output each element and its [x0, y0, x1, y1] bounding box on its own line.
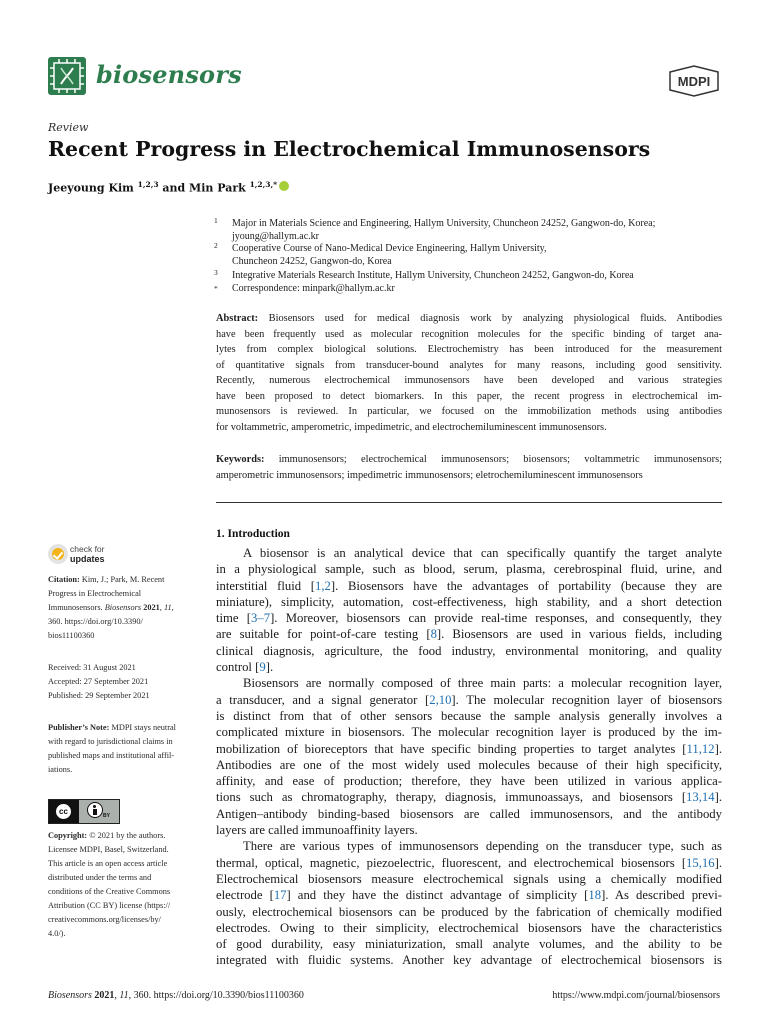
- copyright-license-link[interactable]: creativecommons.org/licenses/by/: [48, 915, 161, 924]
- check-updates-line: updates: [70, 553, 105, 564]
- citation-label: Citation:: [48, 575, 80, 584]
- body-line: thermal, optical, magnetic, piezoelectric, fluorescent, and electrochemical biosensors [15,16].: [216, 855, 722, 870]
- abstract-label: Abstract:: [216, 313, 259, 324]
- body-line: time [3–7]. Moreover, biosensors can provide real-time responses, and consequently, they: [216, 611, 722, 626]
- mdpi-label: MDPI: [677, 74, 711, 89]
- footer-year: 2021: [91, 990, 115, 1001]
- journal-logo-icon: [48, 57, 86, 95]
- body-line: Biosensors are normally composed of three main parts: a molecular recognition layer,: [243, 676, 722, 691]
- footer-journal: Biosensors: [48, 990, 92, 1001]
- abstract-line: munosensors is reviewed. In particular, we focused on the immobilization methods using antibodies: [216, 406, 722, 417]
- footer-journal-url[interactable]: https://www.mdpi.com/journal/biosensors: [552, 990, 720, 1001]
- body-line: is distinct from that of other sensors because the sample analysis generally involves a: [216, 708, 722, 723]
- introduction-text: [216, 545, 722, 969]
- publisher-note-line: iations.: [48, 765, 73, 774]
- copyright-block: [48, 829, 203, 941]
- body-line: in a physiological sample, such as blood, serum, plasma, cerebrospinal fluid, urine, and: [216, 562, 722, 577]
- received-date: Received: 31 August 2021: [48, 663, 136, 672]
- author-conjunction: and: [158, 181, 190, 195]
- copyright-line: conditions of the Creative Commons: [48, 887, 171, 896]
- body-line: Antibodies are one of the most widely used molecules because of their high specificity,: [216, 757, 722, 772]
- citation-reference[interactable]: 3–7: [251, 611, 271, 626]
- cc-by-license-icon[interactable]: [48, 799, 120, 824]
- citation-reference[interactable]: 1,2: [315, 578, 331, 593]
- body-line: There are various types of immunosensors depending on the transducer type, such as: [243, 839, 722, 854]
- citation-doi[interactable]: 360. https://doi.org/10.3390/: [48, 617, 143, 626]
- abstract-line: lytes from complex biological solutions. Electrochemistry has been introduced for the measurement: [216, 344, 722, 355]
- footer-citation: [48, 990, 304, 1001]
- citation-reference[interactable]: 11,12: [686, 741, 715, 756]
- publisher-note-line: with regard to jurisdictional claims in: [48, 737, 173, 746]
- publisher-note: [48, 721, 203, 777]
- citation-reference[interactable]: 8: [430, 627, 437, 642]
- publisher-note-line: MDPI stays neutral: [109, 723, 176, 732]
- copyright-line: Attribution (CC BY) license (https://: [48, 901, 171, 910]
- copyright-label: Copyright:: [48, 831, 88, 840]
- mdpi-logo-icon: [668, 64, 720, 98]
- citation-text: Progress in Electrochemical: [48, 589, 142, 598]
- body-line: of good durability, easy miniaturization, small analyte volumes, and the ability to be: [216, 937, 722, 952]
- section-heading: 1. Introduction: [216, 528, 290, 540]
- orcid-icon[interactable]: [279, 181, 289, 191]
- check-updates-icon: [48, 544, 68, 564]
- author-list: [48, 180, 289, 195]
- accepted-date: Accepted: 27 September 2021: [48, 677, 149, 686]
- abstract: [216, 311, 722, 435]
- body-line: electrodes. Owing to their simplicity, electrochemical biosensors have the characteristics: [216, 920, 722, 935]
- publisher-note-line: published maps and institutional affil-: [48, 751, 175, 760]
- divider: [216, 502, 722, 503]
- article-title: Recent Progress in Electrochemical Immunosensors: [48, 137, 651, 161]
- copyright-line: Licensee MDPI, Basel, Switzerland.: [48, 845, 169, 854]
- citation-reference[interactable]: 13,14: [686, 790, 715, 805]
- body-line: control [9].: [216, 660, 274, 675]
- citation-reference[interactable]: 9: [259, 660, 266, 675]
- citation-reference[interactable]: 18: [588, 888, 602, 903]
- keywords-label: Keywords:: [216, 454, 265, 465]
- affiliation-line: Cooperative Course of Nano-Medical Device Engineering, Hallym University,: [232, 243, 547, 254]
- abstract-line: Biosensors used for medical diagnosis work by analyzing physiological fluids. Antibodies: [258, 313, 722, 324]
- check-for-updates-button[interactable]: [48, 544, 168, 568]
- citation-block: [48, 573, 203, 643]
- abstract-line: for voltammetric, amperometric, impedimetric, and electrochemiluminescent immunosensors.: [216, 421, 607, 433]
- body-line: are suitable for point-of-care testing [8]. Biosensors are used in various fields, including: [216, 627, 723, 642]
- affiliation-number: 2: [214, 241, 218, 250]
- abstract-line: of quantitative signals from transducer-bound analytes for many reasons, including good sensitivity.: [216, 359, 722, 371]
- affiliation-email[interactable]: jyoung@hallym.ac.kr: [232, 231, 319, 242]
- body-line: integrated with fluidic systems. Another key advantage of electrochemical biosensors is: [216, 953, 722, 968]
- citation-text: Immunosensors.: [48, 603, 105, 612]
- journal-name: biosensors: [96, 60, 242, 89]
- copyright-line: This article is an open access article: [48, 859, 168, 868]
- body-line: ously, electrochemical biosensors can be produced by the fabrication of chemically modified: [216, 904, 722, 919]
- body-line: miniature), simplicity, automation, cost-effectiveness, high stability, and a short detection: [216, 594, 722, 609]
- by-label: BY: [103, 813, 110, 819]
- keywords-line: immunosensors; electrochemical immunosensors; biosensors; voltammetric immunosensors;: [264, 454, 722, 465]
- body-line: affinity, and ease of production; therefore, they have been utilized in various applica-: [216, 774, 722, 789]
- affiliation-line: Integrative Materials Research Institute, Hallym University, Chuncheon 24252, Gangwon-do, Korea: [232, 270, 634, 281]
- body-line: complicated mixture in biosensors. The molecular recognition layer is produced by the im-: [216, 725, 722, 740]
- body-line: Antigen–antibody binding-based biosensors are called immunosensors, and the antibody: [216, 806, 722, 821]
- citation-doi[interactable]: bios11100360: [48, 631, 95, 640]
- author-1[interactable]: Jeeyoung Kim: [48, 181, 134, 195]
- dates-block: [48, 661, 203, 703]
- body-line: Electrochemical biosensors measure electrochemical signals using a chemically modified: [216, 871, 722, 886]
- article-type: Review: [48, 121, 89, 134]
- check-updates-label: [70, 545, 105, 564]
- citation-year: 2021: [141, 603, 160, 612]
- body-line: layers are called immunoaffinity layers.: [216, 823, 418, 838]
- citation-volume: , 11,: [159, 603, 174, 612]
- footer-volume: , 11,: [114, 990, 132, 1001]
- affiliation-number: *: [214, 284, 218, 293]
- keywords-line: amperometric immunosensors; impedimetric immunosensors; eletrochemiluminescent immunosensors: [216, 469, 643, 481]
- published-date: Published: 29 September 2021: [48, 691, 150, 700]
- body-line: electrode [17] and they have the distinct advantage of simplicity [18]. As described previ-: [216, 888, 723, 903]
- affiliation-line: Chuncheon 24252, Gangwon-do, Korea: [232, 256, 392, 267]
- affiliation-number: 3: [214, 268, 218, 277]
- citation-reference[interactable]: 15,16: [686, 855, 715, 870]
- body-line: a transducer, and a signal generator [2,10]. The molecular recognition layer of biosensors: [216, 692, 723, 707]
- keywords: [216, 452, 722, 483]
- body-line: clinical diagnosis, agriculture, the food industry, environmental monitoring, and quality: [216, 643, 722, 658]
- publisher-note-label: Publisher’s Note:: [48, 723, 110, 732]
- footer-doi[interactable]: 360. https://doi.org/10.3390/bios11100360: [131, 990, 304, 1001]
- check-updates-line: check for: [70, 544, 105, 554]
- copyright-line: distributed under the terms and: [48, 873, 152, 882]
- citation-reference[interactable]: 2,10: [429, 692, 452, 707]
- attribution-icon: [87, 802, 103, 818]
- abstract-line: have been proposed to detect biomarkers. In this paper, the recent progress in electrochemical im-: [216, 390, 722, 402]
- body-line: A biosensor is an analytical device that can specifically quantify the target analyte: [243, 546, 722, 560]
- copyright-line: © 2021 by the authors.: [87, 831, 166, 840]
- body-line: interstitial fluid [1,2]. Biosensors have the advantages of portability (because they are: [216, 578, 722, 593]
- abstract-line: Recently, numerous electrochemical immunosensors have been developed and various strategies: [216, 375, 722, 386]
- body-line: tions such as chromatography, therapy, diagnosis, immunoassays, and biosensors [13,14].: [216, 790, 722, 805]
- affiliation-line: Major in Materials Science and Engineering, Hallym University, Chuncheon 24252, Gangwon-do, Korea;: [232, 218, 656, 229]
- correspondence-email[interactable]: Correspondence: minpark@hallym.ac.kr: [232, 283, 395, 294]
- cc-icon: cc: [54, 802, 73, 821]
- author-1-affiliations: 1,2,3: [137, 180, 159, 189]
- author-2[interactable]: Min Park: [189, 181, 246, 195]
- abstract-line: have been frequently used as molecular recognition molecules for the specific binding of target ana-: [216, 328, 722, 340]
- body-line: mobilization of bioreceptors that have specific binding properties to target analytes [11,12].: [216, 741, 722, 756]
- citation-journal: Biosensors: [104, 603, 142, 612]
- citation-text: Kim, J.; Park, M. Recent: [79, 575, 165, 584]
- affiliation-number: 1: [214, 216, 218, 225]
- copyright-line: 4.0/).: [48, 929, 66, 938]
- citation-reference[interactable]: 17: [273, 888, 287, 903]
- author-2-affiliations: 1,2,3,*: [249, 180, 278, 189]
